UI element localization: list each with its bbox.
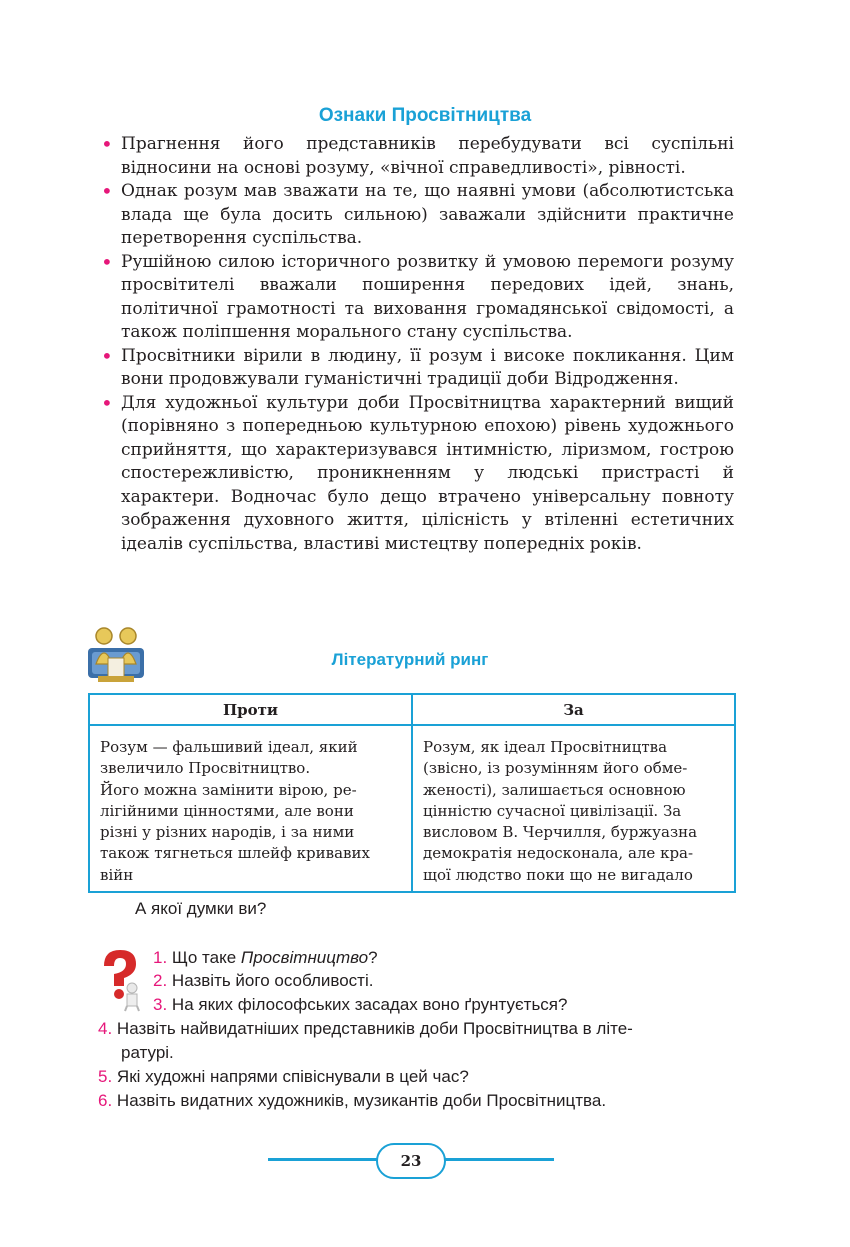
list-item: • Просвітники вірили в людину, її розум і високе покликання. Цим вони продовжували гуманістичні традиції доби Відродження. [121, 345, 734, 392]
cell-line: женості), залишається основною [423, 780, 686, 799]
question-text: Які художні напрями співіснували в цей час? [116, 1067, 469, 1086]
question-text: Що таке [171, 948, 241, 967]
question-5 [98, 1065, 469, 1088]
cell-line: Його можна замінити вірою, ре- [100, 780, 357, 799]
question-number: 1. [153, 948, 168, 967]
cell-line: також тягнеться шлейф кривавих [100, 844, 370, 863]
cell-line: лігійними цінностями, але вони [100, 801, 354, 820]
features-list [121, 133, 734, 556]
cell-line: цінністю сучасної цивілізації. За [423, 801, 682, 820]
question-text: ? [368, 948, 378, 967]
cell-line: висловом В. Черчилля, буржуазна [423, 823, 698, 842]
question-text: ратурі. [121, 1043, 174, 1062]
question-number: 4. [98, 1019, 113, 1038]
cell-line: різні у різних народів, і за ними [100, 823, 355, 842]
against-cell [89, 725, 412, 892]
question-text: На яких філософських засадах воно ґрунтується? [171, 995, 568, 1014]
question-number: 6. [98, 1091, 113, 1110]
question-4 [98, 1017, 633, 1040]
question-number: 2. [153, 971, 168, 990]
footer-rule-left [268, 1158, 378, 1161]
cell-line: демократія недосконала, але кра- [423, 844, 694, 863]
question-text: Назвіть найвидатніших представників доби Просвітництва в літе- [116, 1019, 633, 1038]
cell-line: Розум, як ідеал Просвітництва [423, 738, 668, 756]
table-row [89, 725, 735, 892]
question-2 [153, 969, 373, 992]
cell-line: звеличило Просвітництво. [100, 759, 311, 778]
question-1 [153, 946, 378, 969]
page-number: 23 [376, 1143, 446, 1179]
footer-rule-right [442, 1158, 554, 1161]
list-item: • Прагнення його представників перебудувати всі суспільні відносини на основі розуму, «вічної справедливості», рівності. [121, 133, 734, 180]
cell-line: війн [100, 865, 134, 884]
debate-table [88, 693, 736, 893]
list-item: • Однак розум мав зважати на те, що наявні умови (абсолютистська влада ще була досить сильною) заважали здійснити практичне перетворення суспільства. [121, 180, 734, 251]
question-emphasis: Просвітництво [240, 948, 369, 967]
discussion-prompt: А якої думки ви? [135, 899, 267, 918]
list-item: • Рушійною силою історичного розвитку й умовою перемоги розуму просвітителі вважали поширення передових ідей, знань, політичної грамотності та виховання громадянської свідомості, а також поліпшення морального стану суспільства. [121, 251, 734, 345]
column-header-for: За [412, 694, 735, 725]
question-6 [98, 1089, 606, 1112]
question-number: 3. [153, 995, 168, 1014]
question-number: 5. [98, 1067, 113, 1086]
list-item: • Для художньої культури доби Просвітництва характерний вищий (порівняно з попередньою культурною епохою) рівень художнього сприйняття, що характеризувався інтимністю, ліризмом, гострою спостережливістю, проникненням у людські пристрасті й характери. Водночас було дещо втрачено універсальну повноту зображення духовного життя, цілісність у втіленні естетичних ідеалів суспільства, властиві мистецтву попередніх років. [121, 392, 734, 557]
section-title: Ознаки Просвітництва [318, 105, 532, 126]
question-mark-figure-icon [96, 948, 146, 1012]
for-cell [412, 725, 735, 892]
question-3 [153, 993, 567, 1016]
cell-line: Розум — фальшивий ідеал, який [100, 738, 358, 756]
cell-line: (звісно, із розумінням його обме- [423, 759, 688, 778]
question-4-continuation [121, 1041, 174, 1064]
question-text: Назвіть видатних художників, музикантів доби Просвітництва. [116, 1091, 607, 1110]
cell-line: щої людство поки що не вигадало [423, 865, 693, 884]
question-text: Назвіть його особливості. [171, 971, 374, 990]
ring-title: Літературний ринг [331, 650, 489, 669]
column-header-against: Проти [89, 694, 412, 725]
